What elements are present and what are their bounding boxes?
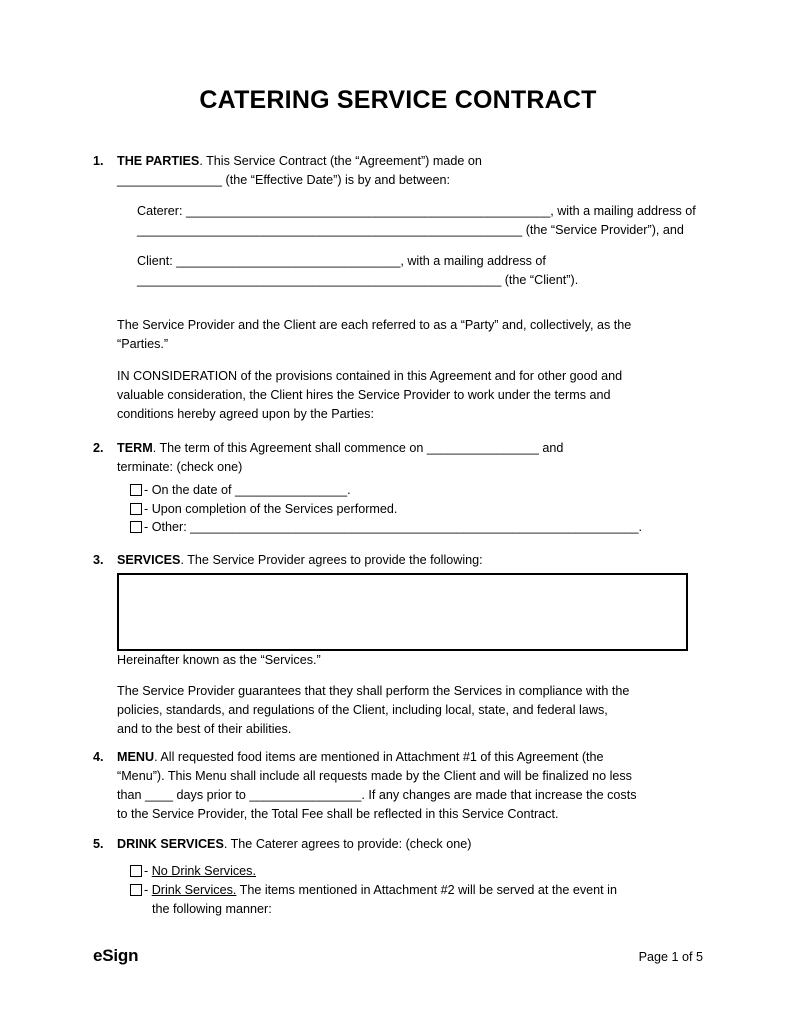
option-dash: - bbox=[144, 863, 152, 878]
checkbox-icon[interactable] bbox=[130, 503, 142, 515]
section-drink-services bbox=[93, 835, 703, 919]
caterer-block bbox=[137, 202, 703, 240]
contract-page bbox=[93, 0, 703, 919]
effective-date-blank-line: _______________ (the “Effective Date”) is by and between: bbox=[117, 173, 451, 187]
paragraph-line: The Service Provider guarantees that they shall perform the Services in compliance with the bbox=[117, 683, 630, 698]
drink-lead-line bbox=[117, 835, 703, 854]
checkbox-icon[interactable] bbox=[130, 484, 142, 496]
section-number: 4. bbox=[93, 749, 104, 764]
checkbox-icon[interactable] bbox=[130, 521, 142, 533]
drink-option-services bbox=[130, 881, 703, 919]
paragraph-line: policies, standards, and regulations of the Client, including local, state, and federal laws, bbox=[117, 702, 608, 717]
term-lead-text: . The term of this Agreement shall commence on ________________ and bbox=[152, 441, 564, 455]
services-guarantee-paragraph bbox=[117, 682, 703, 739]
menu-lead-line bbox=[117, 748, 703, 767]
option-underlined-label: No Drink Services. bbox=[151, 863, 256, 878]
drink-lead-text: . The Caterer agrees to provide: (check one) bbox=[223, 836, 472, 851]
section-number: 5. bbox=[93, 836, 104, 851]
paragraph-line: “Menu”). This Menu shall include all requests made by the Client and will be finalized no less bbox=[117, 768, 632, 783]
section-term bbox=[93, 439, 703, 537]
section-menu bbox=[93, 748, 703, 824]
option-dash: - bbox=[144, 882, 152, 897]
client-address-blank-line: ____________________________________________________ (the “Client”). bbox=[137, 273, 579, 287]
page-footer bbox=[93, 946, 703, 967]
checkbox-icon[interactable] bbox=[130, 865, 142, 877]
term-lead-line2: terminate: (check one) bbox=[117, 460, 243, 474]
page-number: Page 1 of 5 bbox=[638, 950, 703, 964]
option-rest-text: The items mentioned in Attachment #2 will be served at the event in bbox=[236, 882, 617, 897]
services-hereinafter-line: Hereinafter known as the “Services.” bbox=[117, 652, 321, 667]
menu-lead-text: . All requested food items are mentioned in Attachment #1 of this Agreement (the bbox=[154, 749, 604, 764]
consideration-paragraph bbox=[117, 367, 703, 424]
section-number: 1. bbox=[93, 154, 104, 168]
parties-lead-text: . This Service Contract (the “Agreement”) made on bbox=[199, 154, 482, 168]
paragraph-line: than ____ days prior to ________________. If any changes are made that increase the costs bbox=[117, 787, 637, 802]
option-underlined-label: Drink Services. bbox=[151, 882, 237, 897]
section-number: 3. bbox=[93, 552, 104, 567]
services-input-box[interactable] bbox=[117, 573, 688, 651]
section-heading: SERVICES bbox=[117, 552, 181, 567]
caterer-name-blank-line: Caterer: ____________________________________________________, with a mailing address of bbox=[137, 204, 696, 218]
section-heading: TERM bbox=[117, 441, 153, 455]
esign-logo: eSign bbox=[93, 946, 139, 965]
option-label bbox=[144, 862, 256, 881]
option-label bbox=[144, 881, 617, 919]
paragraph-line: conditions hereby agreed upon by the Parties: bbox=[117, 407, 374, 421]
term-lead-line bbox=[117, 439, 703, 458]
term-option-date bbox=[130, 481, 703, 500]
section-heading: DRINK SERVICES bbox=[117, 836, 224, 851]
drink-option-none bbox=[130, 862, 703, 881]
paragraph-line: IN CONSIDERATION of the provisions contained in this Agreement and for other good and bbox=[117, 369, 623, 383]
services-lead-line bbox=[117, 551, 703, 570]
services-lead-text: . The Service Provider agrees to provide the following: bbox=[180, 552, 483, 567]
section-heading: THE PARTIES bbox=[117, 154, 200, 168]
term-option-completion bbox=[130, 500, 703, 519]
parties-definition-paragraph bbox=[117, 316, 703, 354]
option-label: - Other: ________________________________________________________________. bbox=[144, 520, 642, 534]
term-option-other bbox=[130, 518, 703, 537]
paragraph-line: to the Service Provider, the Total Fee shall be reflected in this Service Contract. bbox=[117, 806, 559, 821]
checkbox-icon[interactable] bbox=[130, 884, 142, 896]
client-block bbox=[137, 252, 703, 290]
section-number: 2. bbox=[93, 441, 104, 455]
option-label: - On the date of ________________. bbox=[144, 483, 351, 497]
section-services bbox=[93, 551, 703, 739]
section-heading: MENU bbox=[117, 749, 155, 764]
section-parties bbox=[93, 152, 703, 424]
paragraph-line: “Parties.” bbox=[117, 337, 169, 351]
paragraph-line: valuable consideration, the Client hires the Service Provider to work under the terms and bbox=[117, 388, 611, 402]
document-title: CATERING SERVICE CONTRACT bbox=[199, 86, 597, 114]
parties-lead-line bbox=[117, 152, 703, 171]
client-name-blank-line: Client: ________________________________, with a mailing address of bbox=[137, 254, 546, 268]
paragraph-line: and to the best of their abilities. bbox=[117, 721, 292, 736]
option-label: - Upon completion of the Services performed. bbox=[144, 501, 398, 516]
paragraph-line: The Service Provider and the Client are each referred to as a “Party” and, collectively, as the bbox=[117, 318, 632, 332]
option-continuation-line: the following manner: bbox=[152, 901, 272, 916]
term-options bbox=[130, 481, 703, 537]
drink-options bbox=[130, 862, 703, 919]
caterer-address-blank-line: _______________________________________________________ (the “Service Provider”), and bbox=[137, 223, 684, 237]
